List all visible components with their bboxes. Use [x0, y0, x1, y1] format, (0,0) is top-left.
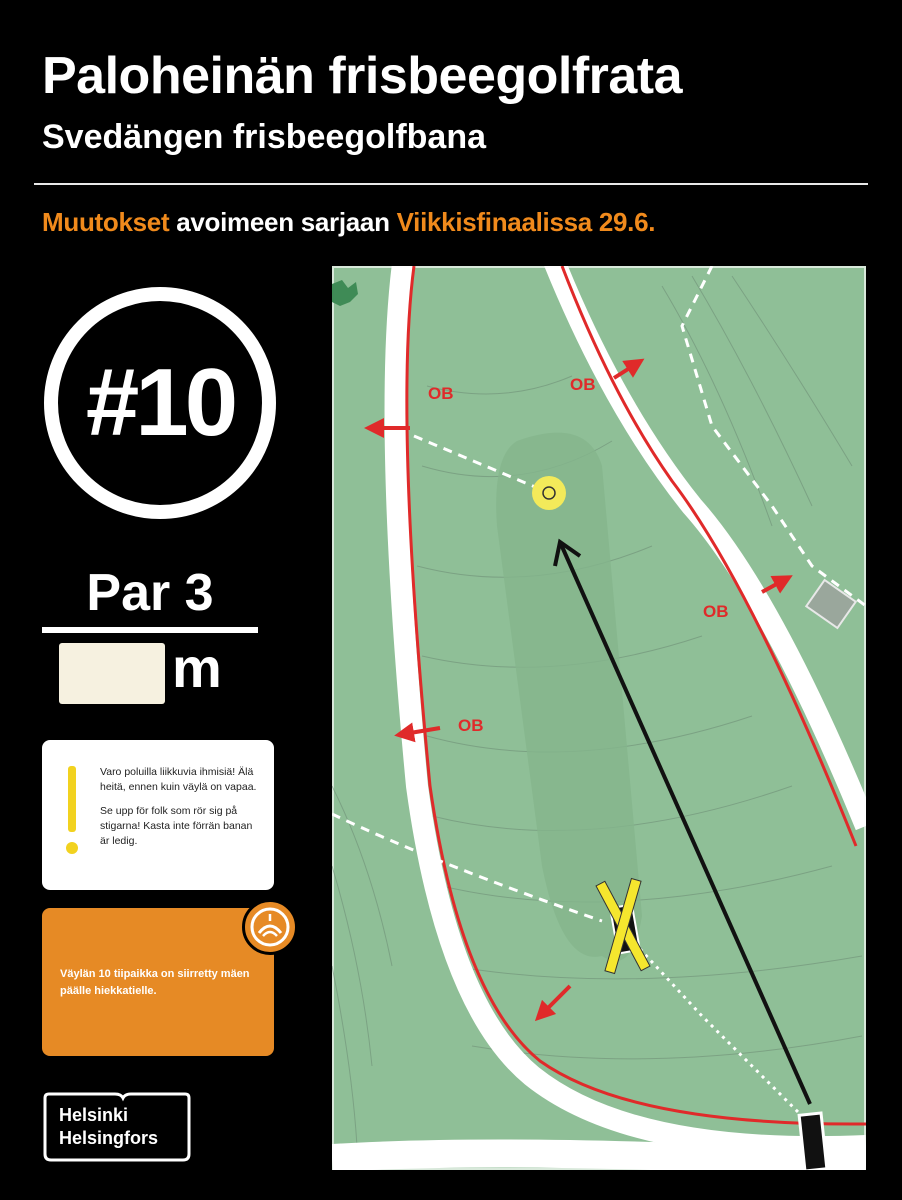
- warning-text-sv: Se upp för folk som rör sig på stigarna! Kasta inte förrän banan är ledig.: [100, 805, 253, 847]
- par-divider: [42, 627, 258, 633]
- header-divider: [34, 183, 868, 185]
- helsinki-crest-icon: [245, 902, 295, 952]
- page-subtitle: Svedängen frisbeegolfbana: [42, 118, 486, 156]
- new-tee-pad: [799, 1113, 827, 1170]
- distance-unit: m: [172, 636, 222, 699]
- notice-part-2: avoimeen sarjaan: [169, 207, 397, 237]
- road-bottom: [332, 1154, 866, 1167]
- par-label: Par 3: [86, 564, 214, 622]
- notice-part-1: Muutokset: [42, 207, 170, 237]
- distance-value-box: [59, 643, 165, 704]
- ob-label: OB: [703, 602, 729, 621]
- hole-number: #10: [85, 349, 235, 456]
- ob-label: OB: [458, 716, 484, 735]
- info-text: Väylän 10 tiipaikka on siirretty mäen päälle hiekkatielle.: [60, 968, 250, 997]
- ob-label: OB: [570, 375, 596, 394]
- info-badge: [242, 899, 298, 955]
- logo-line-2: Helsingfors: [59, 1128, 159, 1149]
- warning-card: [42, 740, 274, 890]
- ob-label: OB: [428, 384, 454, 403]
- exclamation-icon: [60, 766, 84, 856]
- basket-icon: [532, 476, 566, 510]
- page-title: Paloheinän frisbeegolfrata: [42, 47, 683, 105]
- logo-line-1: Helsinki: [59, 1105, 129, 1125]
- notice-part-3: Viikkisfinaalissa 29.6.: [396, 207, 656, 237]
- helsinki-logo: [59, 1104, 158, 1151]
- hole-number-circle: [44, 287, 276, 519]
- change-notice: [42, 207, 655, 238]
- course-map: [332, 266, 866, 1170]
- info-card: [42, 908, 274, 1056]
- warning-text-fi: Varo poluilla liikkuvia ihmisiä! Älä heitä, ennen kuin väylä on vapaa.: [100, 766, 257, 793]
